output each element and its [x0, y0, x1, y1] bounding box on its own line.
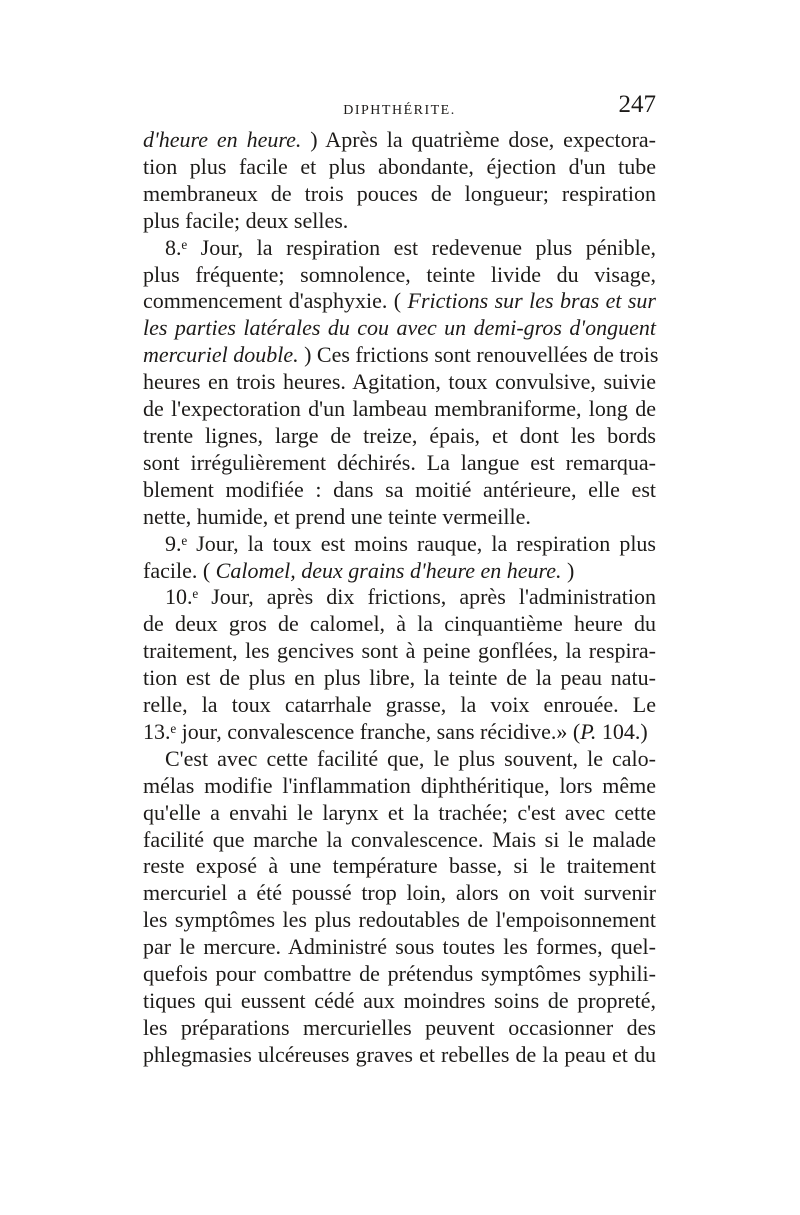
text-run: relle, la toux catarrhale grasse, la voix enrouée. Le	[143, 692, 656, 718]
text-run: mélas modifie l'inflammation diphthéritique, lors même	[143, 772, 656, 798]
text-line	[143, 800, 656, 827]
text-run: membraneux de trois pouces de longueur; respiration	[143, 180, 656, 206]
text-line	[143, 719, 656, 746]
text-line	[143, 342, 659, 369]
text-run: reste exposé à une température basse, si le traitement	[143, 853, 656, 879]
text-run: nette, humide, et prend une teinte vermeille.	[143, 503, 531, 529]
text-line	[143, 127, 656, 154]
text-line	[143, 262, 656, 289]
text-run: )	[561, 557, 575, 583]
text-run: blement modifiée : dans sa moitié antérieure, elle est	[143, 476, 656, 502]
text-line	[143, 423, 656, 450]
italic-text: les parties latérales du cou avec un demi-gros d'onguent	[143, 315, 656, 341]
text-line	[143, 396, 656, 423]
text-line	[143, 692, 656, 719]
text-run: commencement d'asphyxie. (	[143, 288, 408, 314]
text-line	[143, 638, 656, 665]
text-line	[143, 827, 656, 854]
text-run: qu'elle a envahi le larynx et la trachée; c'est avec cette	[143, 799, 656, 825]
text-run: 104.)	[596, 718, 648, 744]
italic-text: P.	[580, 718, 597, 744]
text-line	[143, 853, 656, 880]
italic-text: Frictions sur les bras et sur	[407, 288, 656, 314]
text-run: sont irrégulièrement déchirés. La langue est remarqua-	[143, 449, 656, 475]
text-run: phlegmasies ulcéreuses graves et rebelles de la peau et du	[143, 1041, 656, 1067]
text-line	[143, 1015, 656, 1042]
text-run: mercuriel a été poussé trop loin, alors on voit survenir	[143, 880, 656, 906]
text-line	[143, 504, 656, 531]
text-line	[143, 235, 656, 262]
text-run: ) Ces frictions sont renouvellées de trois	[298, 342, 659, 368]
text-line	[143, 880, 656, 907]
body-text	[143, 127, 659, 1069]
text-line	[143, 208, 656, 235]
text-run: quefois pour combattre de prétendus symptômes syphili-	[143, 961, 656, 987]
text-run: plus fréquente; somnolence, teinte livide du visage,	[143, 261, 656, 287]
text-run: facilité que marche la convalescence. Mais si le malade	[143, 826, 656, 852]
text-line	[143, 1042, 656, 1069]
text-run: tiques qui eussent cédé aux moindres soins de propreté,	[143, 988, 656, 1013]
text-line	[143, 154, 656, 181]
text-run: C'est avec cette facilité que, le plus souvent, le calo-	[165, 745, 656, 771]
text-line	[143, 531, 656, 558]
text-line	[143, 477, 656, 504]
text-line	[143, 450, 656, 477]
text-line	[143, 934, 656, 961]
text-line	[143, 611, 656, 638]
text-line	[143, 558, 656, 585]
text-run: tion plus facile et plus abondante, éjection d'un tube	[143, 153, 656, 179]
text-line	[143, 907, 656, 934]
text-line	[143, 584, 656, 611]
text-line	[143, 288, 656, 315]
page-header	[143, 91, 656, 125]
text-line	[143, 181, 656, 208]
text-line	[143, 369, 656, 396]
running-title: DIPHTHÉRITE.	[343, 103, 456, 118]
italic-text: d'heure en heure.	[143, 127, 302, 152]
text-line	[143, 961, 656, 988]
text-run: heures en trois heures. Agitation, toux convulsive, suivie	[143, 369, 656, 395]
text-run: 8.ᵉ Jour, la respiration est redevenue plus pénible,	[165, 234, 656, 260]
text-line	[143, 988, 656, 1015]
text-run: ) Après la quatrième dose, expectora-	[301, 127, 656, 152]
text-line	[143, 315, 656, 342]
text-run: les préparations mercurielles peuvent occasionner des	[143, 1014, 656, 1040]
italic-text: mercuriel double.	[143, 342, 299, 368]
text-line	[143, 773, 656, 800]
italic-text: Calomel, deux grains d'heure en heure.	[215, 557, 562, 583]
text-run: les symptômes les plus redoutables de l'empoisonnement	[143, 907, 656, 933]
text-run: 10.ᵉ Jour, après dix frictions, après l'administration	[165, 584, 656, 610]
text-run: de deux gros de calomel, à la cinquantième heure du	[143, 611, 656, 637]
text-run: trente lignes, large de treize, épais, et dont les bords	[143, 422, 656, 448]
text-run: par le mercure. Administré sous toutes les formes, quel-	[143, 934, 656, 960]
page-number: 247	[618, 91, 656, 118]
text-run: 13.ᵉ jour, convalescence franche, sans récidive.» (	[143, 718, 581, 744]
text-run: plus facile; deux selles.	[143, 207, 349, 233]
text-run: de l'expectoration d'un lambeau membraniforme, long de	[143, 396, 656, 422]
text-line	[143, 665, 656, 692]
text-line	[143, 746, 656, 773]
text-run: facile. (	[143, 557, 216, 583]
text-run: 9.ᵉ Jour, la toux est moins rauque, la respiration plus	[165, 530, 656, 556]
text-run: traitement, les gencives sont à peine gonflées, la respira-	[143, 638, 656, 664]
text-run: tion est de plus en plus libre, la teinte de la peau natu-	[143, 665, 656, 691]
